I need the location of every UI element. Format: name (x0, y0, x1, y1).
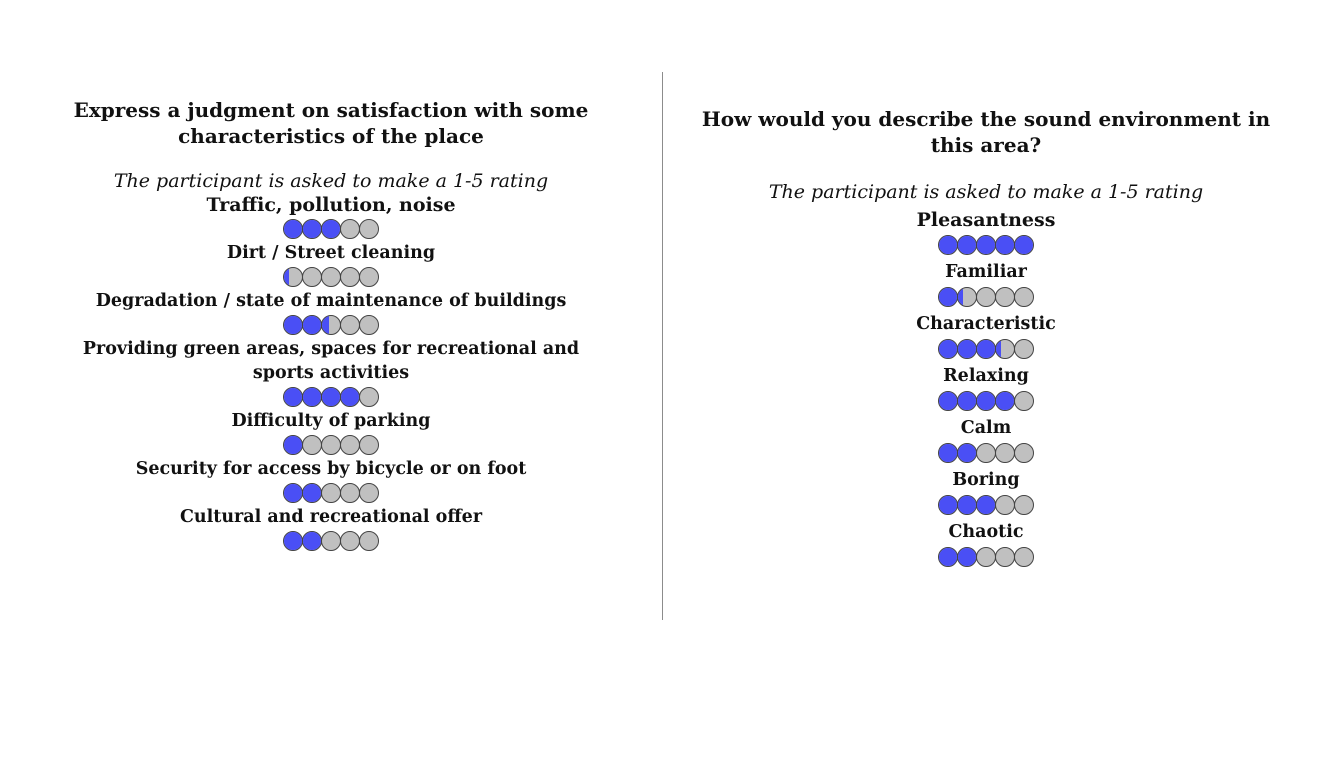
rating-dot-fill (939, 496, 957, 514)
rating-widget (40, 433, 622, 457)
rating-dot (359, 435, 379, 455)
rating-dot (302, 435, 322, 455)
rating-dot (957, 391, 977, 411)
rating-dot (1014, 391, 1034, 411)
rating-widget (690, 232, 1282, 258)
rating-dot-fill (284, 268, 289, 286)
rating-dot (340, 435, 360, 455)
rating-dot (340, 315, 360, 335)
rating-dot (283, 219, 303, 239)
rating-dot (957, 547, 977, 567)
rating-dot (321, 483, 341, 503)
rating-dot-fill (303, 388, 321, 406)
rating-dot (995, 287, 1015, 307)
rating-dot (302, 315, 322, 335)
rating-dot (340, 387, 360, 407)
rating-dot-fill (939, 444, 957, 462)
rating-dot (340, 267, 360, 287)
rating-dot-fill (958, 548, 976, 566)
rating-dot-fill (322, 220, 340, 238)
item-label: Chaotic (948, 522, 1024, 542)
item-label: Security for access by bicycle or on foot (135, 459, 527, 479)
rating-widget (40, 217, 622, 241)
item-label: Providing green areas, spaces for recreational and sports activities (82, 339, 580, 383)
rating-dot (976, 495, 996, 515)
rating-dot (957, 287, 977, 307)
rating-dot-fill (284, 220, 302, 238)
rating-dot-fill (939, 340, 957, 358)
rating-dot (359, 219, 379, 239)
rating-dot-fill (284, 436, 302, 454)
rating-dot (976, 339, 996, 359)
rating-dot (995, 547, 1015, 567)
satisfaction-panel (40, 97, 622, 553)
rating-dot (283, 531, 303, 551)
rating-dot-fill (958, 236, 976, 254)
panel-divider (662, 72, 663, 620)
item-label: Pleasantness (916, 209, 1056, 231)
item-label: Dirt / Street cleaning (226, 243, 436, 263)
rating-dot (302, 483, 322, 503)
rating-dot (995, 495, 1015, 515)
rating-dot-fill (284, 484, 302, 502)
rating-dot-fill (977, 340, 995, 358)
rating-dot-fill (939, 392, 957, 410)
rating-dot-fill (996, 392, 1014, 410)
item-label: Difficulty of parking (231, 411, 431, 431)
rating-dot-fill (958, 288, 963, 306)
rating-dot-fill (977, 392, 995, 410)
rating-dot-fill (322, 316, 329, 334)
rating-dot-fill (303, 484, 321, 502)
rating-dot (302, 387, 322, 407)
rating-dot-fill (958, 340, 976, 358)
item-label: Degradation / state of maintenance of buildings (95, 291, 567, 311)
rating-dot-fill (939, 288, 957, 306)
rating-dot (359, 267, 379, 287)
rating-dot (283, 387, 303, 407)
rating-widget (690, 492, 1282, 518)
rating-dot (1014, 235, 1034, 255)
rating-dot-fill (303, 220, 321, 238)
rating-dot (321, 267, 341, 287)
item-label: Characteristic (916, 314, 1056, 334)
rating-dot (340, 531, 360, 551)
rating-dot (995, 391, 1015, 411)
rating-dot (938, 495, 958, 515)
rating-dot (359, 483, 379, 503)
rating-dot (976, 287, 996, 307)
rating-dot (957, 495, 977, 515)
rating-widget (690, 284, 1282, 310)
rating-dot (340, 219, 360, 239)
rating-widget (690, 544, 1282, 570)
rating-widget (40, 385, 622, 409)
rating-dot (938, 287, 958, 307)
rating-dot (976, 235, 996, 255)
rating-dot (995, 235, 1015, 255)
sound-environment-heading: How would you describe the sound environment in this area? (701, 107, 1271, 157)
rating-dot-fill (322, 388, 340, 406)
rating-dot (321, 315, 341, 335)
item-label: Cultural and recreational offer (179, 507, 483, 527)
rating-widget (690, 336, 1282, 362)
rating-dot (938, 391, 958, 411)
rating-widget (40, 529, 622, 553)
rating-dot-fill (939, 236, 957, 254)
rating-dot-fill (303, 316, 321, 334)
satisfaction-instruction: The participant is asked to make a 1-5 rating (113, 170, 549, 192)
rating-dot (321, 531, 341, 551)
item-label: Boring (952, 470, 1020, 490)
satisfaction-heading: Express a judgment on satisfaction with some characteristics of the place (73, 98, 589, 148)
rating-dot (302, 267, 322, 287)
rating-dot (1014, 287, 1034, 307)
rating-dot (302, 219, 322, 239)
rating-dot (340, 483, 360, 503)
rating-dot (938, 547, 958, 567)
rating-dot (938, 339, 958, 359)
rating-dot-fill (996, 236, 1014, 254)
rating-dot (283, 435, 303, 455)
rating-dot-fill (958, 392, 976, 410)
rating-dot (957, 443, 977, 463)
rating-dot (1014, 547, 1034, 567)
rating-dot (321, 435, 341, 455)
rating-dot (321, 219, 341, 239)
rating-dot-fill (996, 340, 1001, 358)
rating-dot (359, 531, 379, 551)
rating-dot (1014, 495, 1034, 515)
satisfaction-items (40, 193, 622, 553)
rating-dot (283, 315, 303, 335)
item-label: Calm (960, 418, 1012, 438)
rating-dot-fill (284, 532, 302, 550)
item-label: Traffic, pollution, noise (206, 194, 456, 216)
rating-dot (1014, 339, 1034, 359)
rating-dot (995, 339, 1015, 359)
rating-dot-fill (284, 388, 302, 406)
rating-dot-fill (958, 496, 976, 514)
rating-widget (690, 388, 1282, 414)
rating-dot-fill (977, 236, 995, 254)
rating-dot (957, 339, 977, 359)
sound-environment-instruction: The participant is asked to make a 1-5 rating (768, 181, 1204, 203)
rating-dot-fill (977, 496, 995, 514)
item-label: Familiar (945, 262, 1027, 282)
rating-dot-fill (341, 388, 359, 406)
rating-dot (938, 235, 958, 255)
rating-dot (976, 391, 996, 411)
rating-dot-fill (1015, 236, 1033, 254)
rating-dot (302, 531, 322, 551)
rating-widget (690, 440, 1282, 466)
rating-dot-fill (939, 548, 957, 566)
rating-dot-fill (303, 532, 321, 550)
rating-dot (938, 443, 958, 463)
rating-dot (283, 483, 303, 503)
rating-dot (976, 443, 996, 463)
rating-dot (283, 267, 303, 287)
sound-environment-panel (690, 106, 1282, 570)
rating-dot (1014, 443, 1034, 463)
rating-dot (976, 547, 996, 567)
item-label: Relaxing (943, 366, 1029, 386)
rating-dot (359, 315, 379, 335)
rating-dot (957, 235, 977, 255)
rating-dot (995, 443, 1015, 463)
rating-widget (40, 313, 622, 337)
rating-dot-fill (284, 316, 302, 334)
rating-widget (40, 481, 622, 505)
rating-dot (359, 387, 379, 407)
rating-dot-fill (958, 444, 976, 462)
sound-environment-items (690, 208, 1282, 570)
rating-widget (40, 265, 622, 289)
rating-dot (321, 387, 341, 407)
